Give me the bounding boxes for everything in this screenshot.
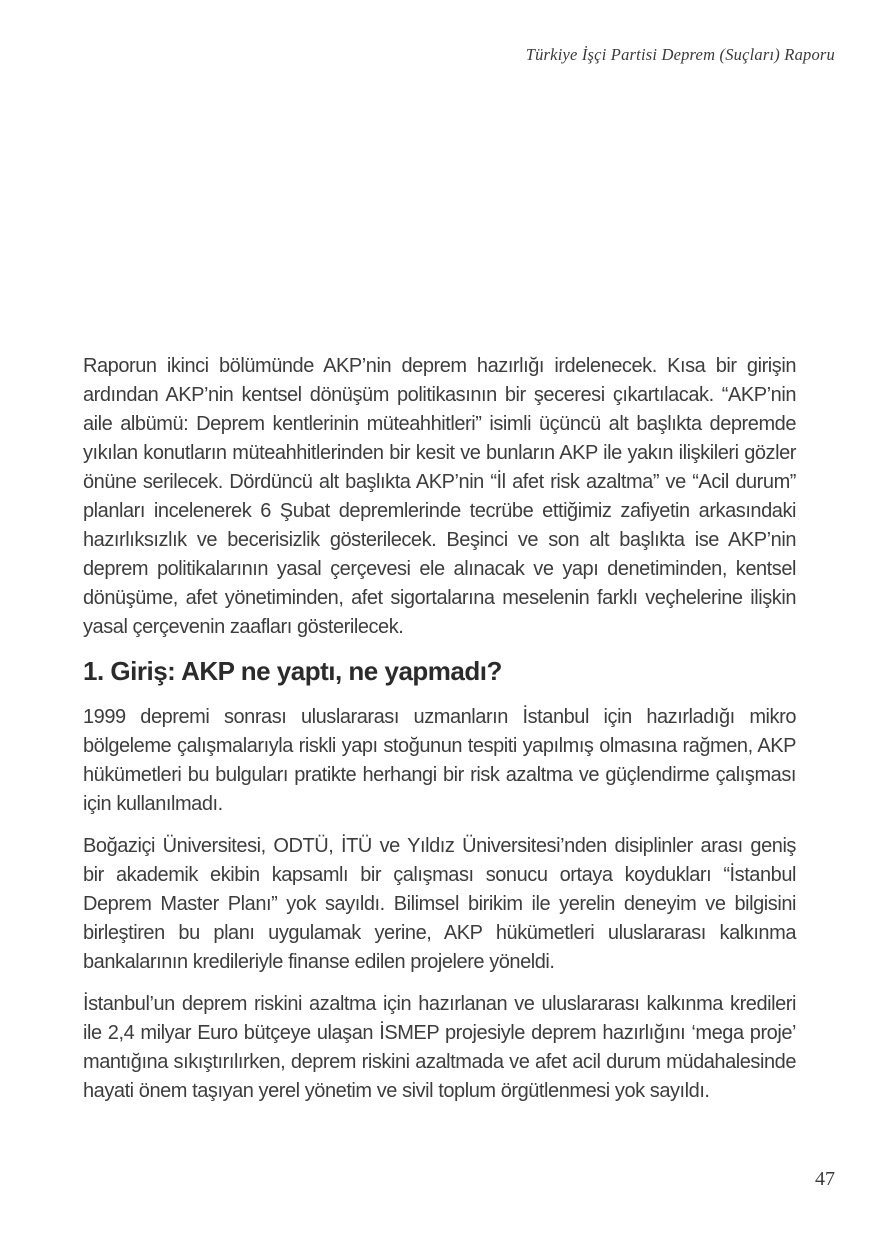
intro-paragraph: Raporun ikinci bölümünde AKP’nin deprem hazırlığı irdelenecek. Kısa bir girişin ardından AKP’nin kentsel dönüşüm politikasının bir şeceresi çıkartılacak. “AKP’nin aile albümü: Deprem kentlerinin müteahhitleri” isimli üçüncü alt başlıkta depremde yıkılan konutların müteahhitlerinden bir kesit ve bunların AKP ile yakın ilişkileri gözler önüne serilecek. Dördüncü alt başlıkta AKP’nin “İl afet risk azaltma” ve “Acil durum” planları incelenerek 6 Şubat depremlerinde tecrübe ettiğimiz zafiyetin arkasındaki hazırlıksızlık ve becerisizlik gösterilecek. Beşinci ve son alt başlıkta ise AKP’nin deprem politikalarının yasal çerçevesi ele alınacak ve yapı denetiminden, kentsel dönüşüme, afet yönetiminden, afet sigortalarına meselenin farklı veçhelerine ilişkin yasal çerçevenin zaafları gösterilecek. [83, 355, 796, 638]
page-number: 47 [815, 1168, 835, 1190]
section-paragraph-3: İstanbul’un deprem riskini azaltma için hazırlanan ve uluslararası kalkınma kredileri ile 2,4 milyar Euro bütçeye ulaşan İSMEP projesiyle deprem hazırlığını ‘mega proje’ mantığına sıkıştırılırken, deprem riskini azaltmada ve afet acil durum müdahalesinde hayati önem taşıyan yerel yönetim ve sivil toplum örgütlenmesi yok sayıldı. [83, 992, 796, 1102]
page-body [83, 352, 796, 1119]
section-paragraph-1: 1999 depremi sonrası uluslararası uzmanların İstanbul için hazırladığı mikro bölgeleme çalışmalarıyla riskli yapı stoğunun tespiti yapılmış olmasına rağmen, AKP hükümetleri bu bulguları pratikte herhangi bir risk azaltma ve güçlendirme çalışması için kullanılmadı. [83, 705, 796, 815]
section-heading: 1. Giriş: AKP ne yaptı, ne yapmadı? [83, 656, 502, 686]
running-header: Türkiye İşçi Partisi Deprem (Suçları) Raporu [525, 45, 835, 64]
section-paragraph-2: Boğaziçi Üniversitesi, ODTÜ, İTÜ ve Yıldız Üniversitesi’nden disiplinler arası geniş bir akademik ekibin kapsamlı bir çalışması sonucu ortaya koydukları “İstanbul Deprem Master Planı” yok sayıldı. Bilimsel birikim ile yerelin deneyim ve bilgisini birleştiren bu planı uygulamak yerine, AKP hükümetleri uluslararası kalkınma bankalarının kredileriyle finanse edilen projelere yöneldi. [83, 834, 796, 973]
